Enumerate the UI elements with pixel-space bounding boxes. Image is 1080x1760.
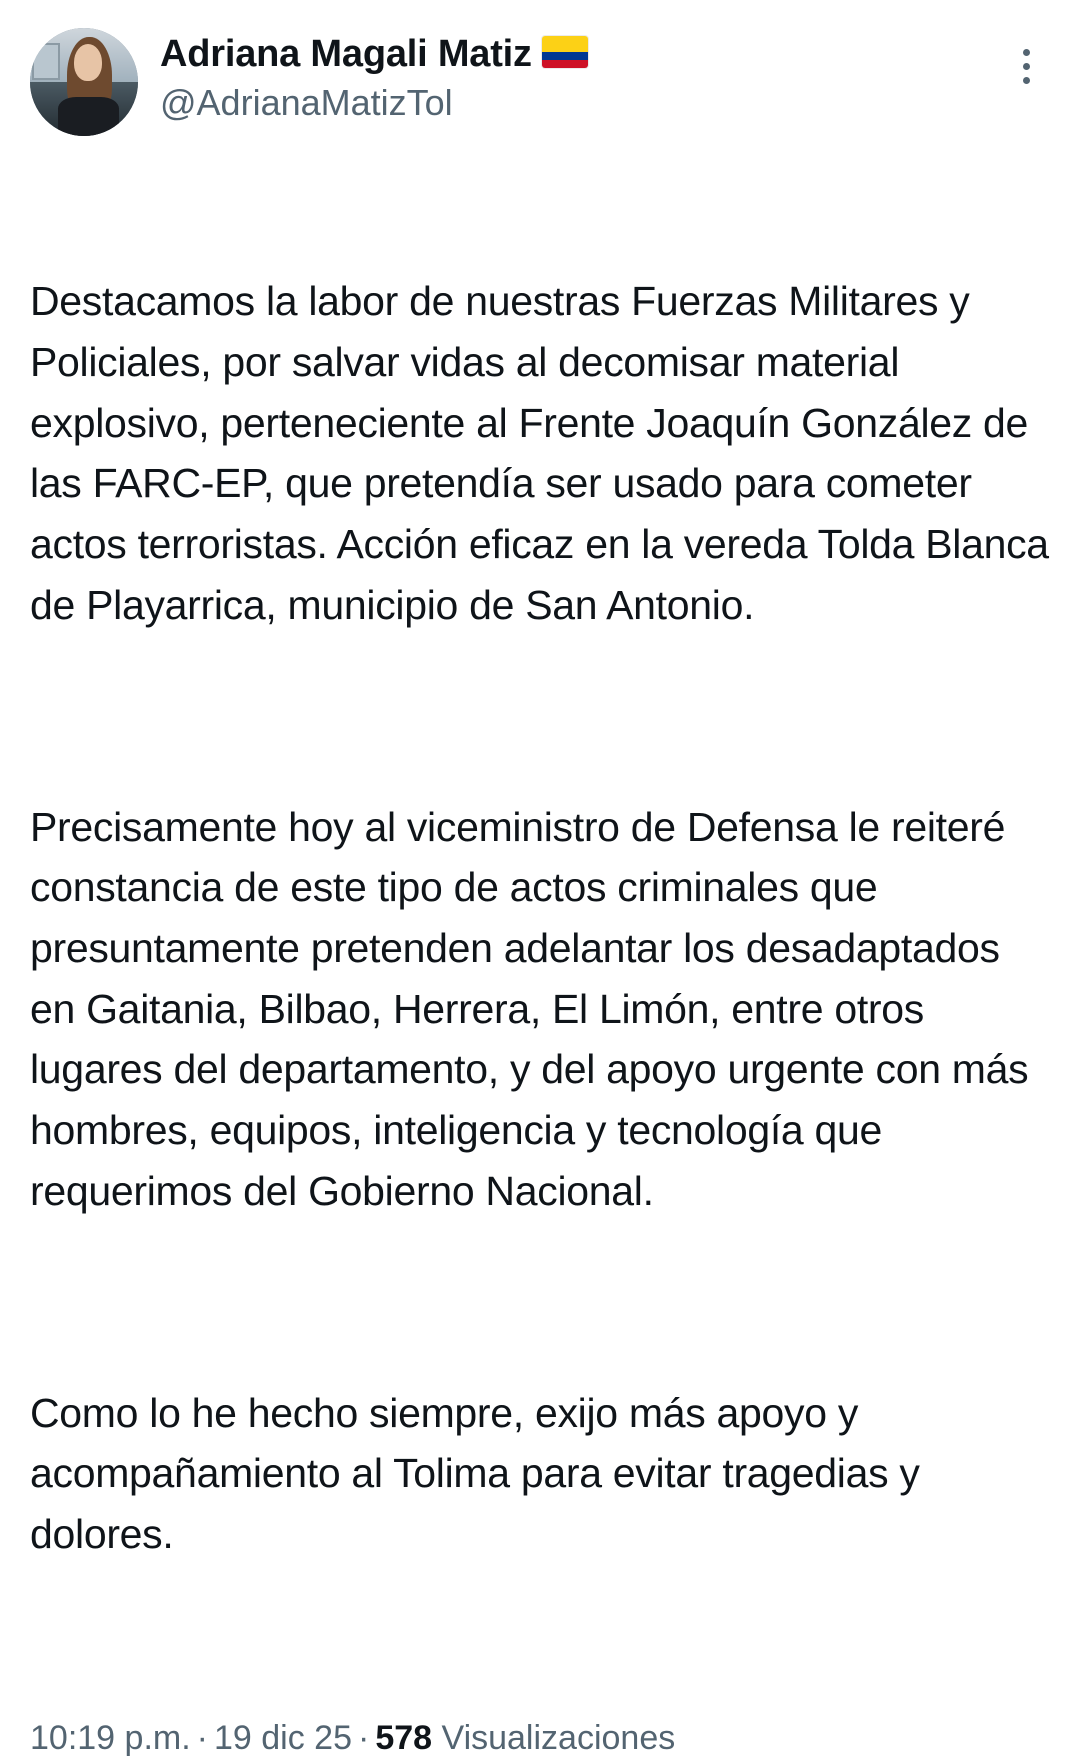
tweet-paragraph-3: Como lo he hecho siempre, exijo más apoyo y acompañamiento al Tolima para evitar tragedias y dolores.	[30, 1389, 931, 1558]
tweet-meta	[30, 1716, 1050, 1760]
more-dot-1	[1023, 49, 1030, 56]
tweet-time: 10:19 p.m.	[30, 1719, 191, 1758]
avatar-body	[58, 97, 118, 136]
avatar[interactable]	[30, 28, 138, 136]
more-options-icon[interactable]	[1004, 38, 1048, 94]
author-name-block	[160, 28, 588, 124]
meta-separator-1: ·	[196, 1719, 208, 1758]
colombia-flag-icon	[542, 36, 588, 68]
author-handle[interactable]: @AdrianaMatizTol	[160, 81, 453, 123]
tweet-body	[30, 150, 1060, 1686]
more-dot-2	[1023, 63, 1030, 70]
meta-separator-2: ·	[357, 1719, 370, 1758]
tweet-paragraph-1: Destacamos la labor de nuestras Fuerzas Militares y Policiales, por salvar vidas al decomisar material explosivo, perteneciente al Frente Joaquín González de las FARC-EP, que pretendía ser usado para cometer actos terroristas. Acción eficaz en la vereda Tolda Blanca de Playarrica, municipio de San Antonio.	[30, 278, 1060, 628]
avatar-background-window	[32, 43, 60, 80]
tweet-paragraph-2: Precisamente hoy al viceministro de Defensa le reiteré constancia de este tipo de actos criminales que presuntamente pretenden adelantar los desadaptados en Gaitania, Bilbao, Herrera, El Limón, entre otros lugares del departamento, y del apoyo urgente con más hombres, equipos, inteligencia y tecnología que requerimos del Gobierno Nacional.	[30, 803, 1040, 1214]
tweet-date: 19 dic 25	[213, 1719, 352, 1758]
author-display-name-text: Adriana Magali Matiz	[160, 33, 532, 75]
tweet-header	[30, 28, 1050, 136]
avatar-face	[74, 44, 102, 81]
author-display-name[interactable]	[160, 32, 588, 77]
views-count: 578	[375, 1719, 433, 1758]
more-dot-3	[1023, 77, 1030, 84]
views-label[interactable]: Visualizaciones	[441, 1719, 676, 1758]
